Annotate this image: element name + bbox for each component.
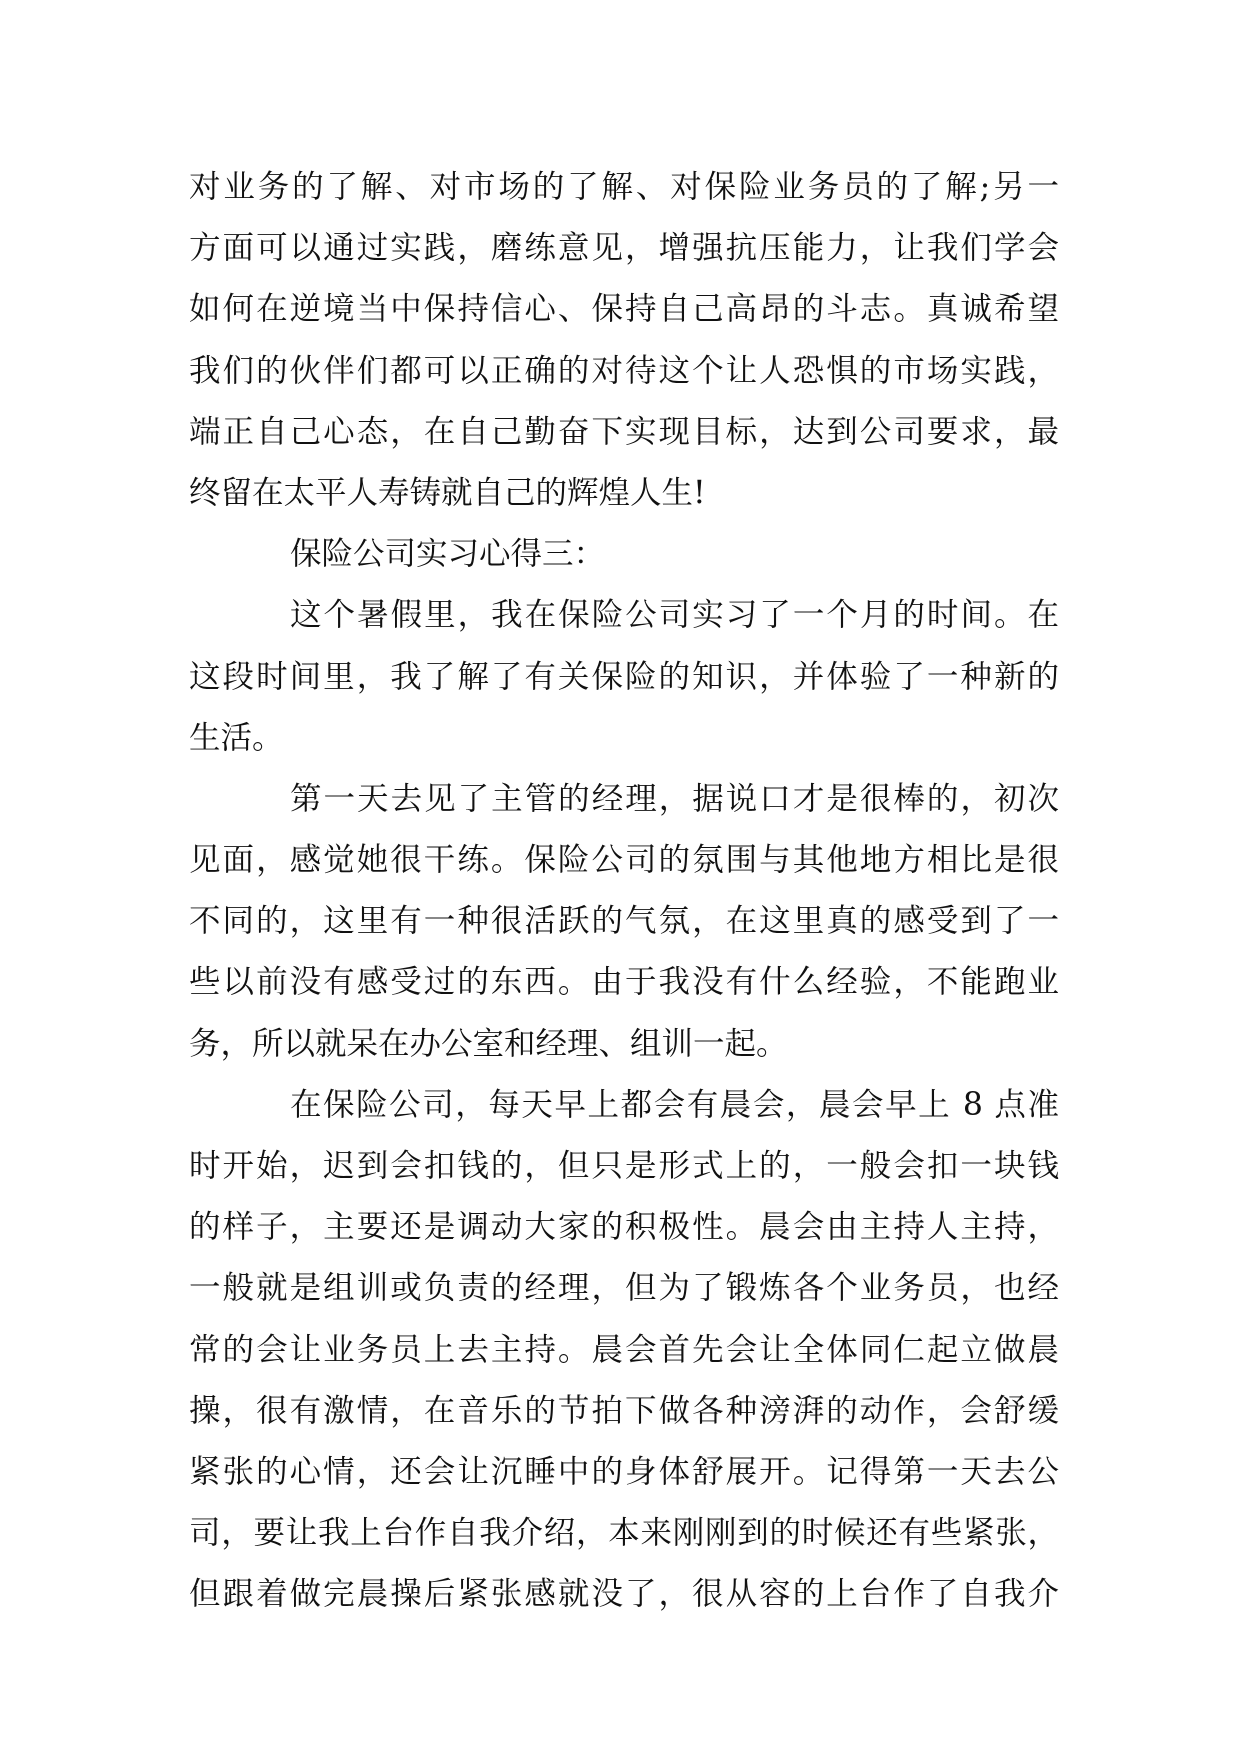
text-line: 司，要让我上台作自我介绍，本来刚刚到的时候还有些紧张， (189, 1515, 1059, 1552)
text-line: 操，很有激情，在音乐的节拍下做各种滂湃的动作，会舒缓 (189, 1392, 1059, 1429)
text-line: 的样子，主要还是调动大家的积极性。晨会由主持人主持， (189, 1209, 1059, 1246)
section-heading: 保险公司实习心得三： (290, 536, 606, 573)
text-line: 端正自己心态，在自己勤奋下实现目标，达到公司要求，最 (189, 413, 1059, 450)
text-line: 这个暑假里，我在保险公司实习了一个月的时间。在 (290, 597, 1059, 634)
text-line: 方面可以通过实践，磨练意见，增强抗压能力，让我们学会 (189, 230, 1059, 267)
text-line: 见面，感觉她很干练。保险公司的氛围与其他地方相比是很 (189, 842, 1059, 879)
text-line: 些以前没有感受过的东西。由于我没有什么经验，不能跑业 (189, 964, 1059, 1001)
text-line: 对业务的了解、对市场的了解、对保险业务员的了解;另一 (189, 169, 1059, 205)
text-line: 一般就是组训或负责的经理，但为了锻炼各个业务员，也经 (189, 1270, 1059, 1307)
text-line: 生活。 (189, 719, 284, 756)
text-line: 务，所以就呆在办公室和经理、组训一起。 (189, 1025, 788, 1062)
text-line: 常的会让业务员上去主持。晨会首先会让全体同仁起立做晨 (189, 1331, 1059, 1368)
text-line: 终留在太平人寿铸就自己的辉煌人生! (189, 474, 706, 511)
body-text (189, 157, 1059, 1626)
text-line: 但跟着做完晨操后紧张感就没了，很从容的上台作了自我介 (189, 1576, 1059, 1613)
text-line: 第一天去见了主管的经理，据说口才是很棒的，初次 (290, 780, 1059, 817)
text-line: 在保险公司，每天早上都会有晨会，晨会早上 8 点准 (290, 1086, 1059, 1123)
text-line: 这段时间里，我了解了有关保险的知识，并体验了一种新的 (189, 658, 1059, 695)
text-line: 时开始，迟到会扣钱的，但只是形式上的，一般会扣一块钱 (189, 1148, 1059, 1184)
text-line: 紧张的心情，还会让沉睡中的身体舒展开。记得第一天去公 (189, 1453, 1059, 1490)
text-line: 不同的，这里有一种很活跃的气氛，在这里真的感受到了一 (189, 903, 1059, 940)
text-line: 如何在逆境当中保持信心、保持自己高昂的斗志。真诚希望 (189, 291, 1059, 328)
text-line: 我们的伙伴们都可以正确的对待这个让人恐惧的市场实践， (189, 352, 1059, 389)
